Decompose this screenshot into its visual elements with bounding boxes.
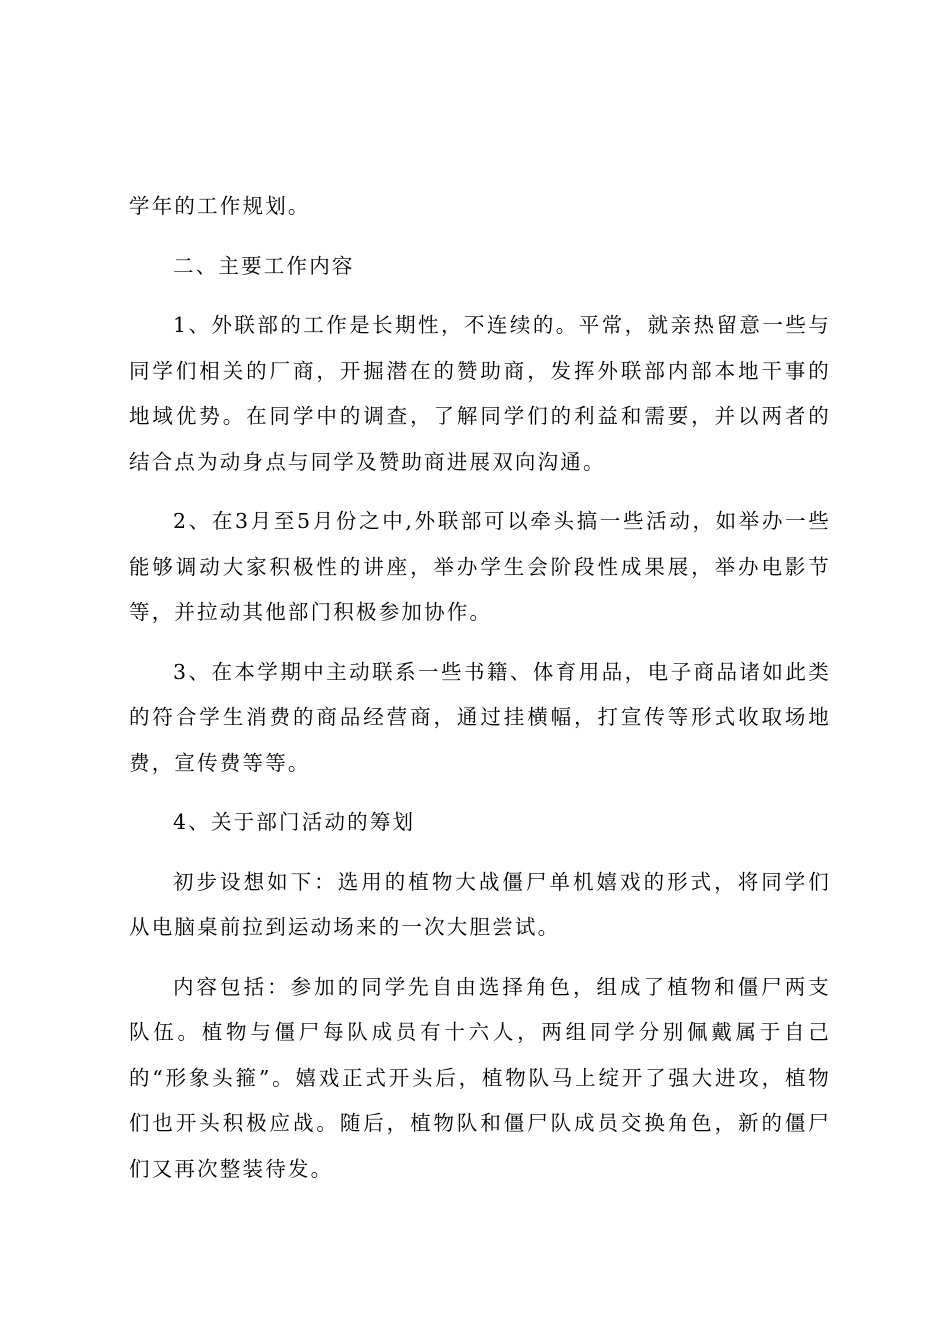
paragraph-preliminary-idea: 初步设想如下：选用的植物大战僵尸单机嬉戏的形式，将同学们从电脑桌前拉到运动场来的一次大胆尝试。 <box>129 869 831 939</box>
paragraph-item-2: 2、在3月至5月份之中,外联部可以牵头搞一些活动，如举办一些能够调动大家积极性的讲座，举办学生会阶段性成果展，举办电影节等，并拉动其他部门积极参加协作。 <box>129 509 831 624</box>
paragraph-item-4-heading: 4、关于部门活动的筹划 <box>173 810 416 834</box>
document-body <box>129 184 831 1192</box>
paragraph-content-description: 内容包括：参加的同学先自由选择角色，组成了植物和僵尸两支队伍。植物与僵尸每队成员有十六人，两组同学分别佩戴属于自己的“形象头箍”。嬉戏正式开头后，植物队马上绽开了强大进攻，植物们也开头积极应战。随后，植物队和僵尸队成员交换角色，新的僵尸们又再次整装待发。 <box>129 974 831 1181</box>
paragraph-continuation: 学年的工作规划。 <box>129 194 311 218</box>
paragraph-item-1: 1、外联部的工作是长期性，不连续的。平常，就亲热留意一些与同学们相关的厂商，开掘潜在的赞助商，发挥外联部内部本地干事的地域优势。在同学中的调查，了解同学们的利益和需要，并以两者的结合点为动身点与同学及赞助商进展双向沟通。 <box>129 313 831 474</box>
section-heading-main-work: 二、主要工作内容 <box>173 253 355 278</box>
paragraph-item-3: 3、在本学期中主动联系一些书籍、体育用品，电子商品诸如此类的符合学生消费的商品经营商，通过挂横幅，打宣传等形式收取场地费，宣传费等等。 <box>129 659 831 775</box>
